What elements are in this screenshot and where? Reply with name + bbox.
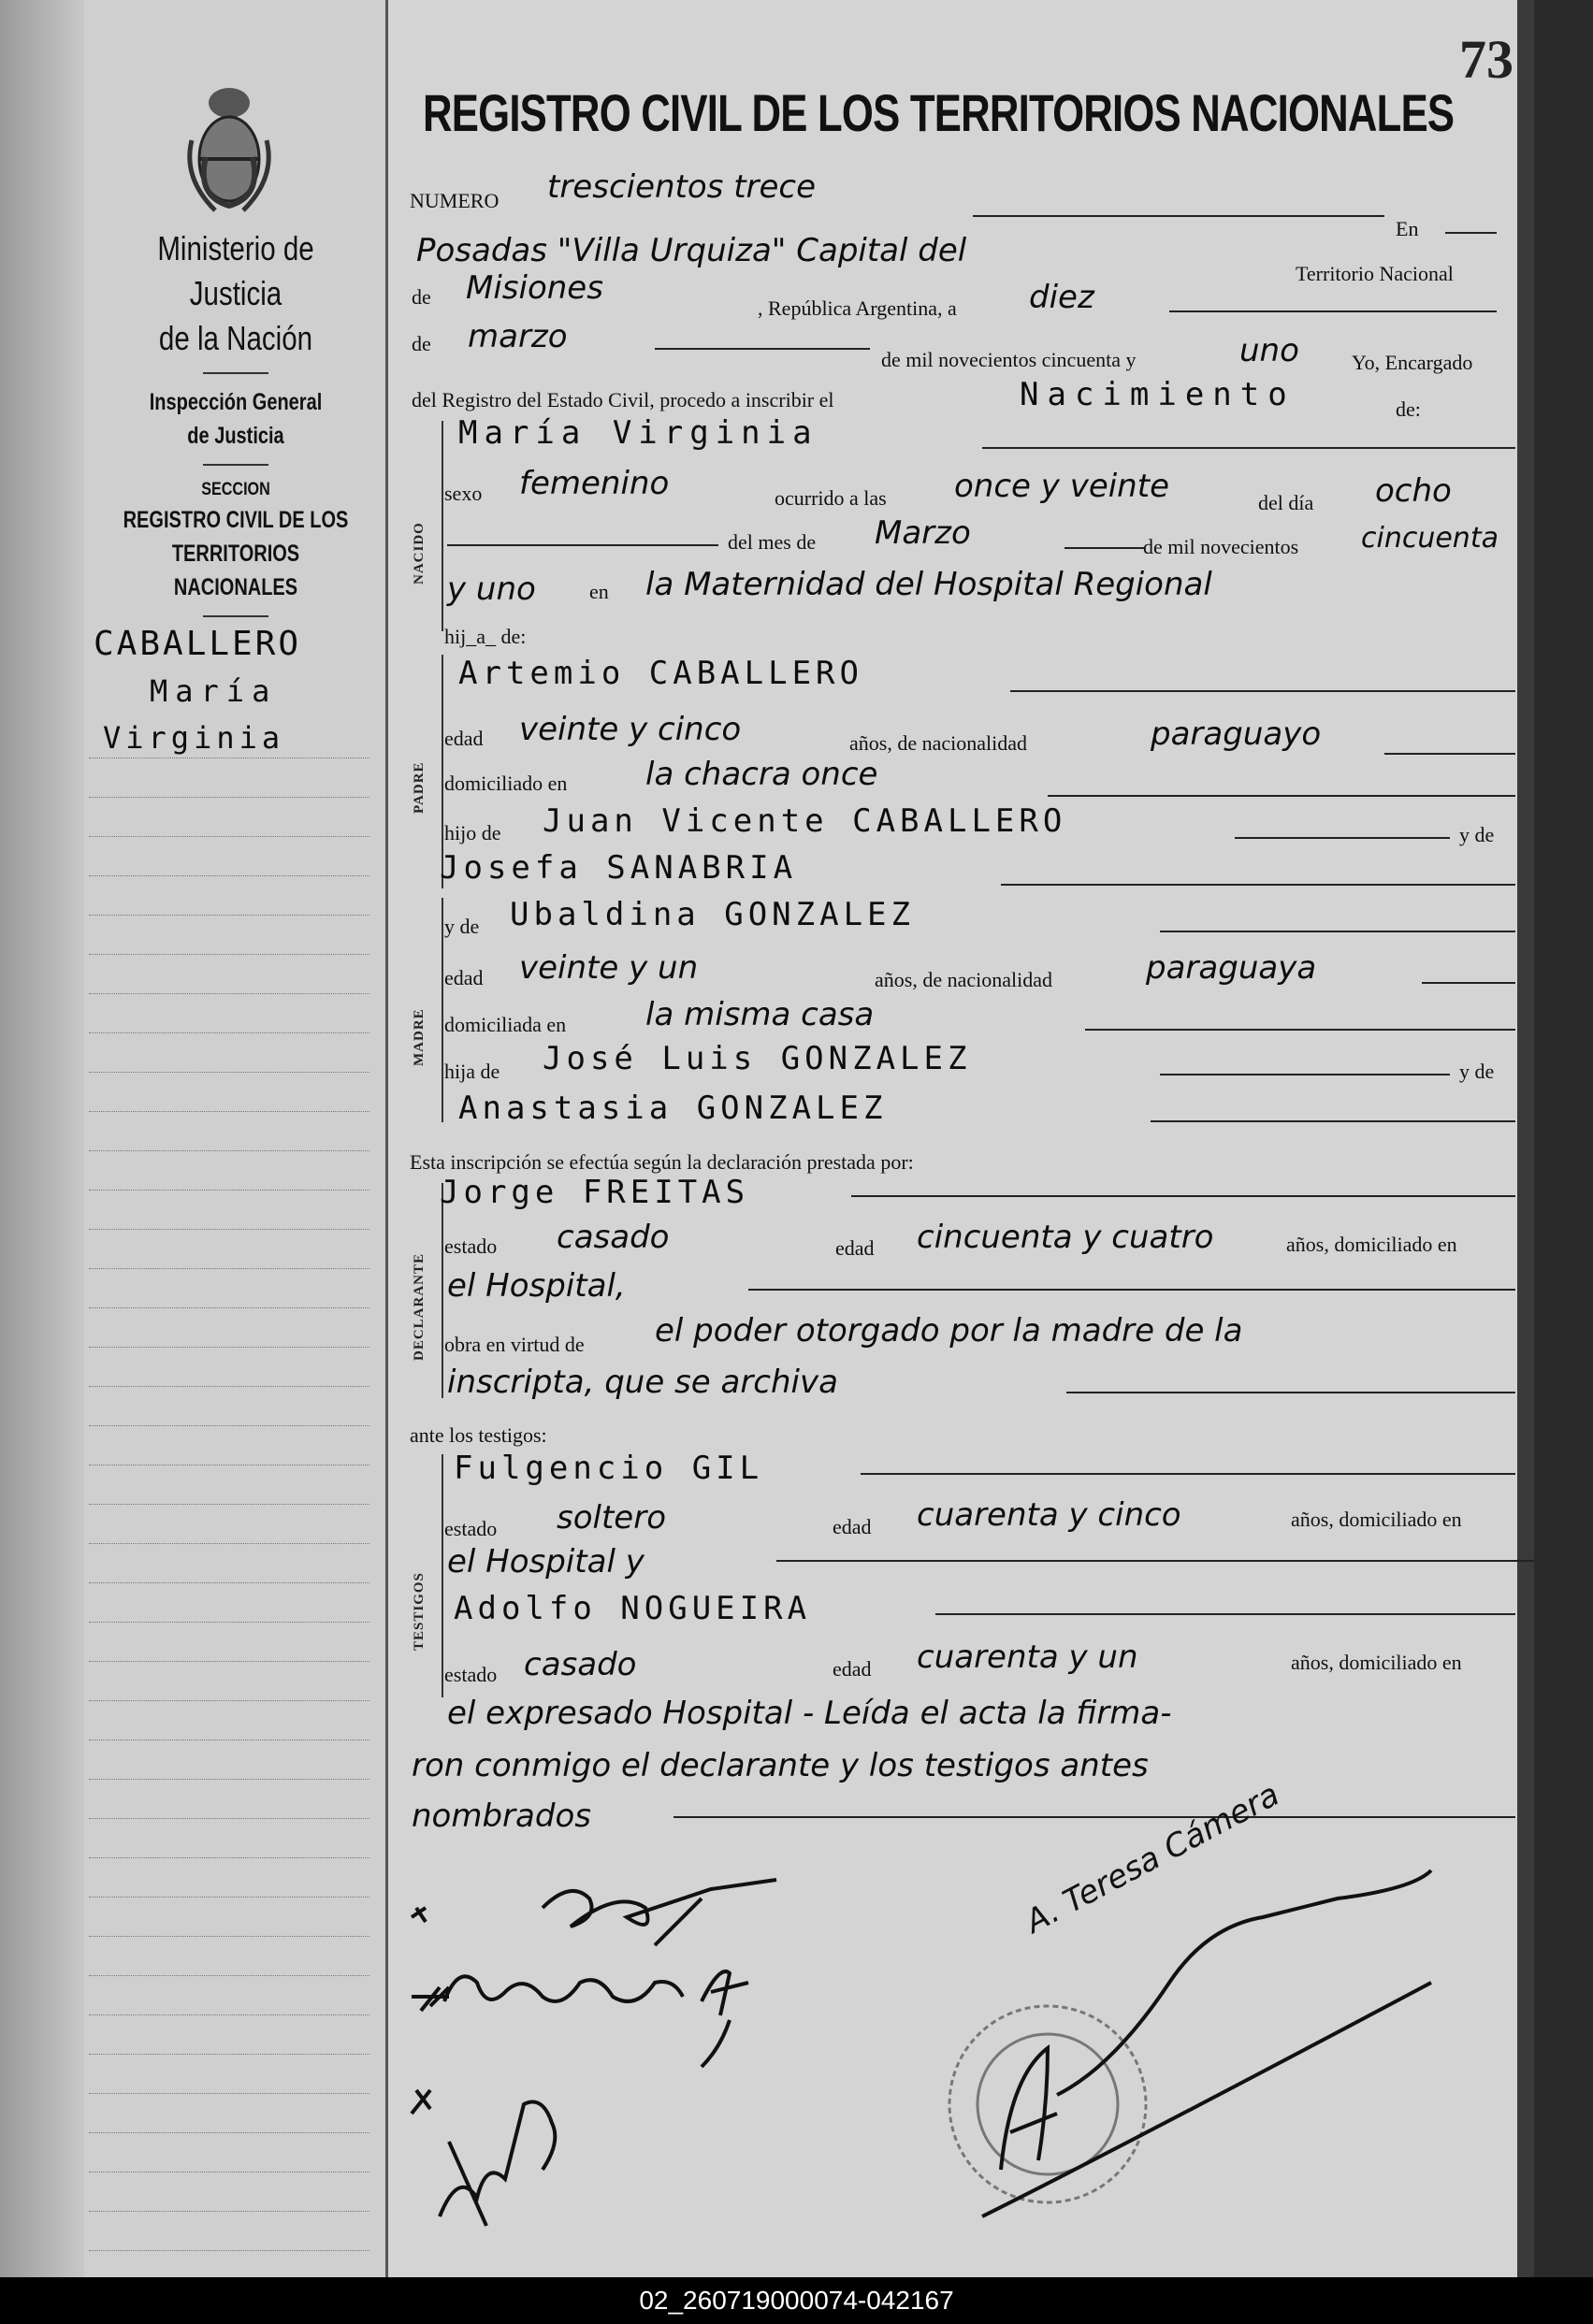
ruled-line [89,1936,369,1937]
fill-line [1235,837,1450,839]
fill-line [748,1289,1515,1291]
hw-nombre: María Virginia [458,414,818,452]
hw-padre: Artemio CABALLERO [458,655,863,692]
label-de-mil: de mil novecientos cincuenta y [881,348,1137,371]
ruled-line [89,2014,369,2015]
ruled-line [89,1779,369,1780]
label-y-de2: y de [444,915,480,938]
fill-line [1001,884,1515,886]
label-edad: edad [444,727,484,750]
argentine-coat-of-arms-icon [178,84,281,215]
label-anos-dom3: años, domiciliado en [1291,1651,1462,1674]
fill-line [1422,982,1515,984]
hw-acto: Nacimiento [1020,376,1296,413]
hw-anio-nac2: y uno [447,570,536,608]
ruled-line [89,1307,369,1308]
label-edad3: edad [835,1236,875,1260]
label-estado3: estado [444,1663,498,1686]
label-de: de [412,285,431,309]
fill-line [1384,753,1515,755]
ministry-line2: de la Nación [158,319,313,357]
label-en2: en [589,580,609,603]
ruled-line [89,1111,369,1112]
fill-line [973,215,1384,217]
ruled-line [89,1425,369,1426]
label-domiciliada: domiciliada en [444,1013,567,1036]
label-de2: de [412,332,431,355]
label-anos-nac2: años, de nacionalidad [875,968,1052,991]
fill-line [1064,547,1144,549]
ruled-line [89,1150,369,1151]
hw-decl-obra1: el poder otorgado por la madre de la [655,1312,1243,1350]
signature-testigo-gil [412,1971,748,2067]
hw-abuelo-pat: Juan Vicente CABALLERO [543,802,1067,840]
side-label-declarante: DECLARANTE [412,1252,427,1361]
hw-dia: diez [1029,279,1094,316]
fill-line [982,447,1515,449]
fill-line [861,1473,1515,1475]
label-en: En [1396,217,1419,240]
ruled-line [89,2093,369,2094]
hw-sexo: femenino [519,465,670,502]
ruled-line [89,1739,369,1740]
ruled-line [89,1700,369,1701]
ruled-line [89,875,369,876]
ruled-line [89,2132,369,2133]
margin-name1: María [150,673,278,709]
ruled-line [89,836,369,837]
ruled-line [89,1661,369,1662]
side-label-padre: PADRE [412,761,427,814]
side-label-madre: MADRE [412,1008,427,1066]
book-spine [0,0,84,2277]
hw-numero: trescientos trece [547,168,817,206]
label-hija-de: hija de [444,1060,500,1083]
label-ocurrido: ocurrido a las [775,486,887,510]
label-de-colon: de: [1396,397,1421,421]
official-seal [949,2006,1146,2202]
side-label-nacido: NACIDO [412,522,427,585]
ministry-header [86,226,385,628]
fill-line [1085,1029,1515,1031]
hw-decl-obra2: inscripta, que se archiva [447,1364,838,1401]
divider [203,372,268,374]
signature-declarante [412,1880,776,1945]
side-label-testigos: TESTIGOS [412,1572,427,1651]
bracket-testigos [442,1454,443,1697]
fill-line [1066,1392,1515,1393]
label-republica: , República Argentina, a [758,296,957,320]
ruled-line [89,1386,369,1387]
hw-dia-nac: ocho [1375,472,1452,510]
fill-line [1048,795,1515,797]
label-del-registro: del Registro del Estado Civil, procedo a inscribir el [412,388,834,411]
hw-lugar: Posadas "Villa Urquiza" Capital del [416,232,967,269]
hw-padre-edad: veinte y cinco [519,711,742,748]
hw-madre-nac: paraguaya [1146,949,1317,987]
label-sexo: sexo [444,482,483,505]
fill-line [851,1195,1515,1197]
footer-id: 02_260719000074-042167 [0,2277,1593,2324]
signature-testigo-nogueira [412,2090,555,2226]
hw-abuelo-mat: José Luis GONZALEZ [543,1040,972,1077]
ruled-line [89,954,369,955]
page-edge [1517,0,1534,2277]
fill-line [447,544,718,546]
label-y-de: y de [1459,823,1495,846]
signatures-area [402,1861,1506,2254]
page-title: REGISTRO CIVIL DE LOS TERRITORIOS NACIONALES [423,83,1455,142]
label-yo-encargado: Yo, Encargado [1352,351,1473,374]
hw-cierre2: ron conmigo el declarante y los testigos antes [412,1747,1149,1784]
ruled-line [89,797,369,798]
hw-abuela-mat: Anastasia GONZALEZ [458,1090,888,1127]
bracket-madre [442,898,443,1122]
fill-line [1160,1074,1450,1075]
label-territorio: Territorio Nacional [1296,262,1454,285]
label-inscripcion: Esta inscripción se efectúa según la declaración prestada por: [410,1150,914,1174]
margin-name2: Virginia [103,720,285,756]
signature-oficial-text: A. Teresa Cámera [1020,1775,1286,1941]
hw-t2-edad: cuarenta y un [917,1638,1138,1676]
label-del-dia: del día [1258,491,1314,514]
label-de-mil-nov: de mil novecientos [1143,535,1299,558]
ministry-line7: TERRITORIOS NACIONALES [171,541,300,600]
label-anos-nac: años, de nacionalidad [849,731,1027,755]
label-anos-dom2: años, domiciliado en [1291,1508,1462,1531]
fill-line [1160,931,1515,932]
folio-number: 73 [1459,29,1513,90]
ruled-line [89,2054,369,2055]
ruled-line [89,993,369,994]
ruled-line [89,2250,369,2251]
ruled-line [89,1072,369,1073]
fill-line [776,1560,1534,1562]
ruled-line [89,1975,369,1976]
hw-anio: uno [1239,332,1299,369]
hw-t1-dom: el Hospital y [447,1543,644,1581]
ruled-line [89,1229,369,1230]
hw-testigo2: Adolfo NOGUEIRA [454,1590,812,1627]
label-edad5: edad [833,1657,872,1681]
hw-decl-edad: cincuenta y cuatro [917,1219,1214,1256]
hw-mes: marzo [468,318,568,355]
hw-padre-dom: la chacra once [645,756,878,793]
hw-abuela-pat: Josefa SANABRIA [440,849,798,887]
ruled-line [89,1818,369,1819]
ministry-line1: Ministerio de Justicia [157,229,314,312]
hw-madre-dom: la misma casa [645,996,875,1033]
ruled-line [89,1504,369,1505]
fill-line [1151,1120,1515,1122]
margin-surname: CABALLERO [94,625,302,663]
ruled-line [89,1268,369,1269]
hw-mes-nac: Marzo [875,514,971,552]
bracket-declarante [442,1183,443,1398]
fill-line [1445,232,1497,234]
hw-hora: once y veinte [954,468,1169,505]
hw-padre-nac: paraguayo [1151,715,1322,753]
label-anos-dom: años, domiciliado en [1286,1233,1457,1256]
hw-t2-estado: casado [524,1646,637,1683]
fill-line [1010,690,1515,692]
label-hij-a-de: hij_a_ de: [444,625,527,648]
hw-lugar-nac: la Maternidad del Hospital Regional [645,566,1212,603]
fill-line [673,1816,1515,1818]
divider [203,615,268,617]
ruled-line [89,1032,369,1033]
ministry-line5: SECCION [201,480,270,499]
hw-t1-edad: cuarenta y cinco [917,1496,1181,1534]
ruled-line [89,1857,369,1858]
label-numero: NUMERO [410,189,500,212]
ruled-line [89,1897,369,1898]
fill-line [935,1613,1515,1615]
hw-t1-estado: soltero [557,1499,666,1537]
ruled-line [89,1347,369,1348]
fill-line [1169,310,1497,312]
hw-testigo1: Fulgencio GIL [454,1450,764,1487]
hw-decl-dom: el Hospital, [447,1267,626,1305]
hw-madre-edad: veinte y un [519,949,699,987]
hw-declarante: Jorge FREITAS [440,1174,750,1211]
label-domiciliado: domiciliado en [444,772,568,795]
label-estado2: estado [444,1517,498,1540]
label-hijo-de: hijo de [444,821,501,844]
hw-decl-estado: casado [557,1219,670,1256]
label-edad4: edad [833,1515,872,1538]
ruled-line [89,2211,369,2212]
hw-madre: Ubaldina GONZALEZ [510,896,915,933]
hw-cierre1: el expresado Hospital - Leída el acta la firma- [447,1695,1172,1732]
ruled-line [89,1622,369,1623]
ministry-line6: REGISTRO CIVIL DE LOS [123,507,349,533]
bracket-nacido [442,421,443,631]
ruled-line [89,1582,369,1583]
label-obra: obra en virtud de [444,1333,585,1356]
label-y-de3: y de [1459,1060,1495,1083]
ministry-line4: de Justicia [187,423,284,449]
ruled-line [89,915,369,916]
hw-territorio: Misiones [466,269,603,307]
hw-cierre3: nombrados [412,1797,591,1835]
label-edad2: edad [444,966,484,989]
ruled-line [89,1190,369,1191]
divider [203,464,268,466]
label-del-mes: del mes de [728,530,817,554]
hw-anio-nac: cincuenta [1361,522,1499,555]
ministry-line3: Inspección General [149,389,323,415]
label-ante-testigos: ante los testigos: [410,1423,547,1447]
label-estado: estado [444,1234,498,1258]
fill-line [655,348,870,350]
ruled-line [89,1543,369,1544]
